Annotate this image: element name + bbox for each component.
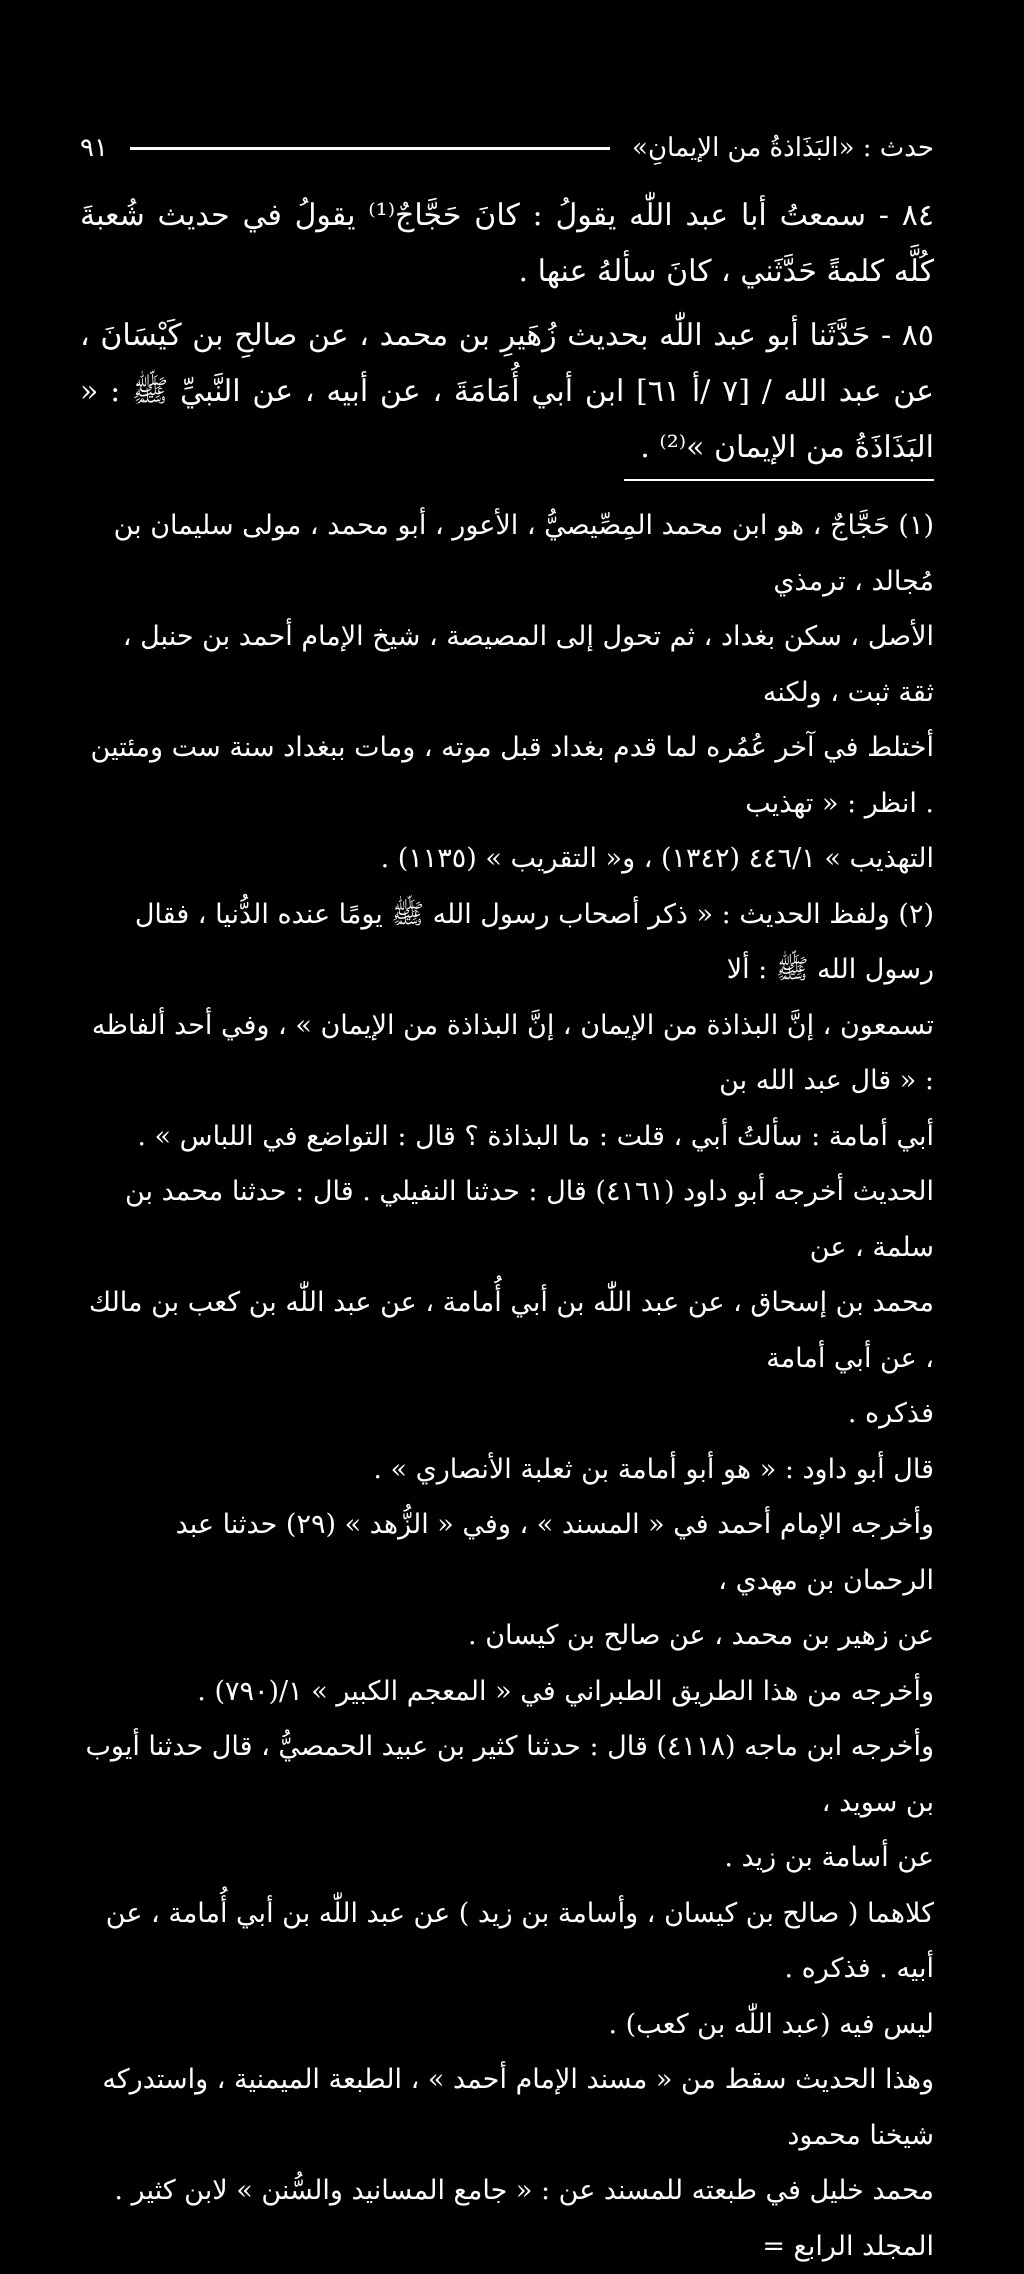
- footnote-2-line: ليس فيه (عبد اللّٰه بن كعب) .: [608, 2008, 934, 2040]
- footnote-2-line: فذكره .: [847, 1398, 934, 1429]
- footnote-1-line: التهذيب » ٤٤٦/١ (١٣٤٢) ، و« التقريب » (١١٣٥) .: [380, 843, 934, 874]
- footnote-2-line: (٢) ولفظ الحديث : « ذكر أصحاب رسول الله ﷺ يومًا عنده الدُّنيا ، فقال رسول الله ﷺ : ألا: [134, 898, 934, 985]
- footnote-2-line: عن أسامة بن زيد .: [724, 1842, 934, 1873]
- page-number: ٩١: [80, 133, 108, 163]
- main-text: [80, 188, 934, 484]
- footnote-separator: [624, 479, 934, 481]
- header-title: حدث : «البَذَاذةُ من الإيمانِ»: [632, 133, 934, 163]
- footnote-2-line: وهذا الحديث سقط من « مسند الإمام أحمد » ، الطبعة الميمنية ، واستدركه شيخنا محمود: [102, 2064, 934, 2151]
- footnotes: [80, 498, 934, 2274]
- footnote-2-line: كلاهما ( صالح بن كيسان ، وأسامة بن زيد ) عن عبد اللّٰه بن أبي أُمامة ، عن أبيه . فذكره .: [105, 1897, 934, 1984]
- footnote-2-line: وأخرجه الإمام أحمد في « المسند » ، وفي « الزُّهد » (٢٩) حدثنا عبد الرحمان بن مهدي ،: [175, 1509, 934, 1596]
- footnote-2-line: وأخرجه ابن ماجه (٤١١٨) قال : حدثنا كثير بن عبيد الحمصيُّ ، قال حدثنا أيوب بن سويد ،: [85, 1731, 934, 1818]
- footnote-1-line: (١) حَجَّاجٌ ، هو ابن محمد المِصِّيصيُّ ، الأعور ، أبو محمد ، مولى سليمان بن مُجالد ، ترمذي: [113, 510, 934, 597]
- hadith-85: ٨٥ - حَدَّثَنا أبو عبد اللّٰه بحديث زُهَيرِ بن محمد ، عن صالحِ بن كَيْسَانَ ، عن عبد الله / [٧ /أ ٦١] ابن أبي أُمَامَةَ ، عن أبيه ، عن النَّبيِّ ﷺ : « البَذَاذَةُ من الإيمان »⁽²⁾ .: [80, 318, 935, 465]
- hadith-84: ٨٤ - سمعتُ أبا عبد اللّٰه يقولُ : كانَ حَجَّاجٌ⁽¹⁾ يقولُ في حديث شُعبةَ كُلَّه كلمةً حَدَّثَني ، كانَ سألهُ عنها .: [80, 198, 934, 289]
- footnote-2-line: قال أبو داود : « هو أبو أمامة بن ثعلبة الأنصاري » .: [373, 1453, 934, 1485]
- footnote-2-line: محمد خليل في طبعته للمسند عن : « جامع المسانيد والسُّنن » لابن كثير . المجلد الرابع =: [114, 2175, 934, 2262]
- footnote-2-line: عن زهير بن محمد ، عن صالح بن كيسان .: [468, 1620, 934, 1651]
- running-header: [80, 128, 934, 168]
- footnote-1-line: الأصل ، سكن بغداد ، ثم تحول إلى المصيصة ، شيخ الإمام أحمد بن حنبل ، ثقة ثبت ، ولكنه: [122, 621, 934, 708]
- footnote-2-line: وأخرجه من هذا الطريق الطبراني في « المعجم الكبير » ١/(٧٩٠) .: [197, 1675, 934, 1707]
- footnote-2-line: أبي أمامة : سألتُ أبي ، قلت : ما البذاذة ؟ قال : التواضع في اللباس » .: [137, 1120, 934, 1152]
- header-rule: [130, 147, 610, 150]
- footnote-1-line: أختلط في آخر عُمُره لما قدم بغداد قبل موته ، ومات ببغداد سنة ست ومئتين . انظر : « تهذيب: [90, 732, 934, 819]
- footnote-2-line: محمد بن إسحاق ، عن عبد اللّٰه بن أبي أُمامة ، عن عبد اللّٰه بن كعب بن مالك ، عن أبي أمامة: [88, 1287, 934, 1374]
- footnote-2-line: تسمعون ، إنَّ البذاذة من الإيمان ، إنَّ البذاذة من الإيمان » ، وفي أحد ألفاظه : « قال عبد الله بن: [91, 1009, 934, 1096]
- footnote-2-line: الحديث أخرجه أبو داود (٤١٦١) قال : حدثنا النفيلي . قال : حدثنا محمد بن سلمة ، عن: [124, 1176, 934, 1263]
